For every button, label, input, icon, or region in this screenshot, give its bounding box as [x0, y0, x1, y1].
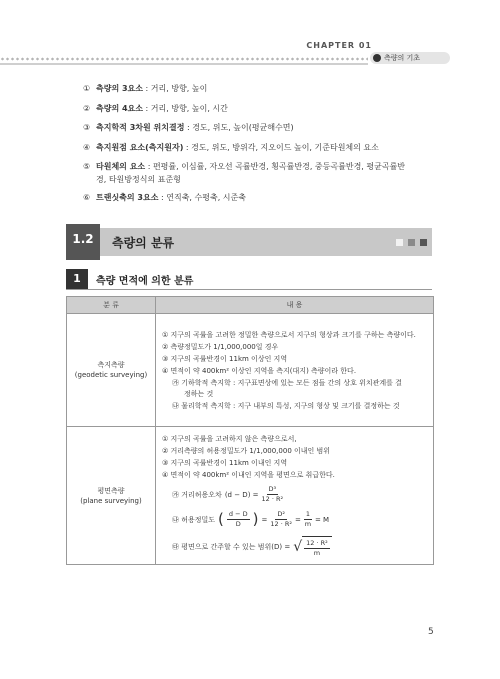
fraction-numerator: d − D [228, 510, 248, 518]
paren-open-icon: ( [218, 510, 224, 528]
content-cell [156, 427, 434, 565]
formula-fraction [270, 510, 292, 529]
formula-precision [156, 510, 433, 529]
item-term: 측량의 3요소 [96, 84, 143, 93]
content-cell [156, 314, 434, 427]
content-item: ② 거리측량의 허용정밀도가 1/1,000,000 이내인 범위 [162, 447, 331, 455]
content-item: ② 측량정밀도가 1/1,000,000일 경우 [162, 342, 279, 351]
formula-tail: = M [314, 515, 330, 524]
formula-label: ㉯ 허용정밀도 [172, 515, 216, 524]
item-text: : 편평률, 이심률, 자오선 곡률반경, 횡곡률반경, 중등곡률반경, 평균곡률반 [145, 162, 406, 171]
list-item-continuation: 경, 타원방정식의 표준형 [96, 174, 181, 184]
item-term: 측지원점 요소(측지원자) [96, 142, 184, 152]
equals-sign: = [294, 515, 301, 524]
content-subitem: ㉯ 물리학적 측지학 : 지구 내부의 특성, 지구의 형상 및 크기를 결정하는 것 [172, 401, 400, 410]
content-item: ③ 지구의 곡률반경이 11km 이상인 지역 [162, 354, 288, 363]
chapter-label: CHAPTER 01 [306, 41, 372, 50]
fraction-denominator: 12 · R² [261, 495, 284, 503]
header-content: 내 용 [156, 297, 434, 314]
badge-dot-icon [373, 54, 381, 62]
header-category: 분 류 [67, 297, 156, 314]
item-number: ② [83, 103, 91, 113]
content-item: ① 지구의 곡률을 고려하지 않은 측량으로서, [162, 435, 297, 443]
formula-fraction [227, 510, 250, 529]
item-text: : 거리, 방향, 높이 [143, 84, 208, 93]
list-item [83, 82, 453, 95]
section-title: 측량의 분류 [112, 236, 175, 250]
fraction-denominator: D [235, 520, 241, 528]
category-name-en: (geodetic surveying) [74, 371, 148, 379]
section-number: 1.2 [66, 224, 100, 260]
formula-label: ㉰ 평면으로 간주할 수 있는 범위(D) = [172, 543, 291, 551]
list-item [83, 191, 453, 204]
formula-plane-range [156, 536, 433, 558]
fraction-numerator: D³ [268, 485, 277, 493]
fraction-numerator: D² [277, 510, 285, 518]
section-square-icon [408, 239, 415, 246]
formula-fraction [262, 485, 284, 504]
formula-label: ㉮ 거리허용오차 [172, 490, 222, 499]
content-subitem-continuation: 정하는 것 [184, 389, 214, 398]
fraction-numerator: 12 · R² [306, 539, 328, 547]
category-name-en: (plane surveying) [80, 496, 142, 505]
subsection-rule [66, 289, 432, 290]
category-name: 측지측량 [97, 361, 125, 369]
header-rule [0, 63, 368, 65]
key-points-list [83, 82, 453, 210]
section-square-icon [420, 239, 427, 246]
fraction-denominator: m [304, 520, 312, 528]
page-number: 5 [428, 627, 434, 637]
category-cell [67, 314, 156, 427]
content-item: ④ 면적이 약 400km² 이상인 지역을 측지(대지) 측량이라 한다. [162, 366, 357, 375]
item-text: : 거리, 방향, 높이, 시간 [143, 103, 228, 113]
item-term: 타원체의 요소 [96, 162, 146, 171]
list-item [83, 160, 453, 173]
formula-distance-error [156, 485, 433, 504]
paren-close-icon: ) [252, 510, 259, 528]
item-number: ④ [83, 142, 91, 152]
item-text: : 연직축, 수평축, 시준축 [158, 192, 246, 202]
item-number: ⑥ [83, 192, 91, 202]
fraction-numerator: 1 [305, 510, 310, 518]
sqrt-icon: √ $\frac{\text{12 · R²}}{m}$ [293, 536, 332, 558]
item-number: ① [83, 84, 91, 93]
formula-fraction [304, 510, 312, 529]
category-name: 평면측량 [97, 486, 125, 495]
subsection-title: 측량 면적에 의한 분류 [96, 276, 194, 287]
badge-label: 측량의 기초 [384, 54, 421, 62]
item-term: 트랜싯축의 3요소 [96, 192, 159, 202]
table-header-row [67, 297, 434, 314]
item-text: : 경도, 위도, 방위각, 지오이드 높이, 기준타원체의 요소 [183, 142, 379, 152]
list-item [83, 141, 453, 154]
item-term: 측지학적 3차원 위치결정 [96, 123, 185, 132]
classification-table [66, 296, 434, 565]
table-row [67, 314, 434, 427]
content-subitem: ㉮ 기하학적 측지학 : 지구표면상에 있는 모든 점들 간의 상호 위치관계를 결 [172, 378, 402, 387]
list-item [83, 102, 453, 115]
item-text: : 경도, 위도, 높이(평균해수면) [184, 123, 294, 132]
category-cell [67, 427, 156, 565]
chapter-badge [370, 52, 450, 64]
formula-fraction [304, 539, 330, 558]
item-number: ⑤ [83, 162, 91, 171]
content-item: ① 지구의 곡률을 고려한 정밀한 측량으로서 지구의 형상과 크기를 구하는 측량이다. [162, 330, 416, 339]
content-item: ③ 지구의 곡률반경이 11km 이내인 지역 [162, 459, 288, 467]
equals-sign: = [261, 515, 268, 524]
fraction-denominator: m [313, 549, 321, 557]
item-number: ③ [83, 123, 91, 132]
list-item [83, 121, 453, 134]
fraction-denominator: 12 · R² [270, 520, 292, 528]
subsection-number: 1 [66, 269, 88, 289]
formula-lhs: (d − D) = [224, 490, 259, 499]
section-square-icon [396, 239, 403, 246]
item-term: 측량의 4요소 [96, 103, 143, 113]
content-item: ④ 면적이 약 400km² 이내인 지역을 평면으로 취급한다. [162, 471, 335, 479]
header-dotted-rule [0, 56, 368, 62]
table-row [67, 427, 434, 565]
